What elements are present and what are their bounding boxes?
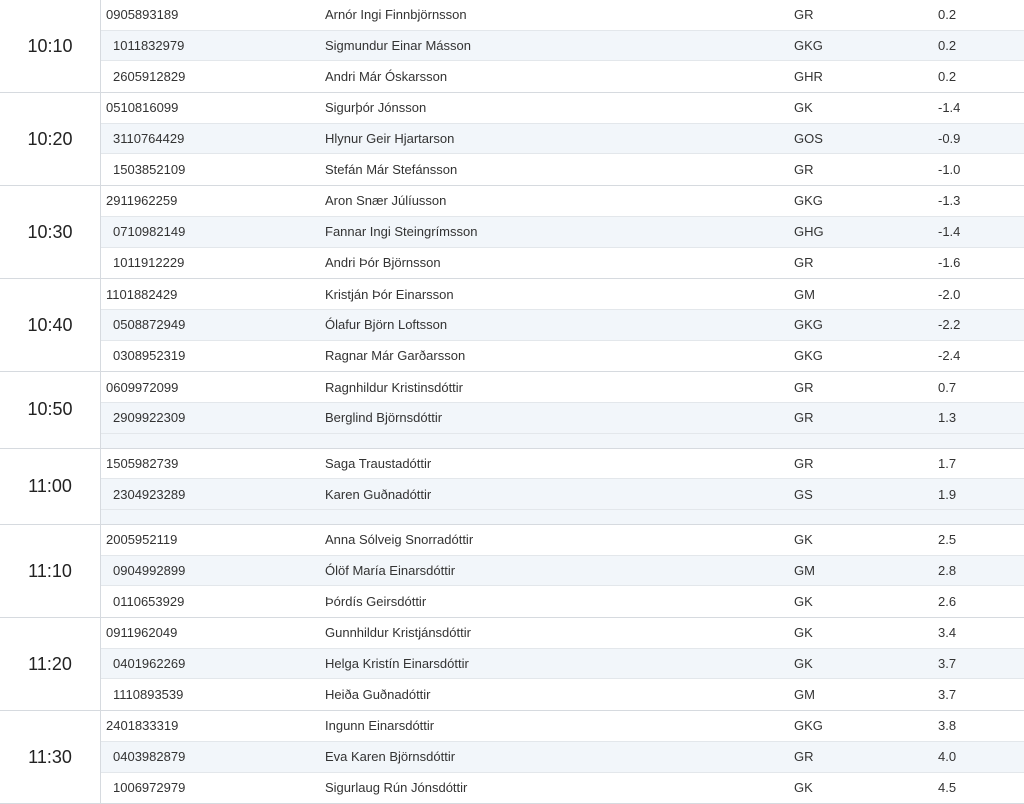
tee-time-group bbox=[0, 0, 1024, 93]
table-row[interactable] bbox=[101, 279, 1024, 310]
player-name: Anna Sólveig Snorradóttir bbox=[325, 532, 474, 548]
player-handicap: 4.5 bbox=[938, 780, 957, 796]
player-rows bbox=[101, 372, 1024, 447]
player-id: 1101882429 bbox=[106, 286, 178, 302]
player-name: Eva Karen Björnsdóttir bbox=[325, 749, 456, 765]
player-club: GR bbox=[794, 162, 814, 178]
player-rows bbox=[101, 449, 1024, 524]
player-name: Andri Már Óskarsson bbox=[325, 69, 448, 85]
tee-time: 11:20 bbox=[0, 618, 101, 710]
player-name: Sigurþór Jónsson bbox=[325, 100, 427, 116]
player-club: GK bbox=[794, 780, 813, 796]
player-name: Heiða Guðnadóttir bbox=[325, 687, 431, 703]
table-row[interactable] bbox=[101, 248, 1024, 279]
table-row[interactable] bbox=[101, 773, 1024, 804]
table-row[interactable] bbox=[101, 31, 1024, 62]
player-name: Arnór Ingi Finnbjörnsson bbox=[325, 7, 467, 23]
table-row[interactable] bbox=[101, 310, 1024, 341]
player-id: 1011912229 bbox=[113, 255, 185, 271]
player-club: GR bbox=[794, 455, 814, 471]
player-rows bbox=[101, 93, 1024, 185]
player-id: 0403982879 bbox=[113, 749, 186, 765]
table-row[interactable] bbox=[101, 525, 1024, 556]
player-handicap: -1.3 bbox=[938, 193, 961, 209]
player-id: 0710982149 bbox=[113, 224, 186, 240]
player-name: Andri Þór Björnsson bbox=[325, 255, 441, 271]
player-name: Berglind Björnsdóttir bbox=[325, 410, 443, 426]
player-id: 0308952319 bbox=[113, 348, 186, 364]
player-name: Stefán Már Stefánsson bbox=[325, 162, 458, 178]
player-handicap: -1.6 bbox=[938, 255, 961, 271]
player-handicap: -1.0 bbox=[938, 162, 961, 178]
player-id: 2909922309 bbox=[113, 410, 186, 426]
tee-time-group bbox=[0, 449, 1024, 525]
player-name: Ingunn Einarsdóttir bbox=[325, 718, 435, 734]
player-rows bbox=[101, 525, 1024, 617]
player-club: GM bbox=[794, 286, 815, 302]
player-handicap: 3.4 bbox=[938, 625, 957, 641]
table-row[interactable] bbox=[101, 479, 1024, 510]
player-handicap: 3.7 bbox=[938, 687, 957, 703]
tee-time: 10:20 bbox=[0, 93, 101, 185]
player-id: 2911962259 bbox=[106, 193, 178, 209]
player-name: Karen Guðnadóttir bbox=[325, 486, 432, 502]
player-id: 0609972099 bbox=[106, 379, 179, 395]
table-row[interactable] bbox=[101, 449, 1024, 480]
player-club: GR bbox=[794, 7, 814, 23]
player-handicap: -1.4 bbox=[938, 100, 961, 116]
player-id: 2304923289 bbox=[113, 486, 186, 502]
player-handicap: 0.2 bbox=[938, 7, 957, 23]
tee-time: 11:00 bbox=[0, 449, 101, 524]
player-handicap: 1.9 bbox=[938, 486, 957, 502]
player-name: Helga Kristín Einarsdóttir bbox=[325, 656, 469, 672]
player-handicap: 3.7 bbox=[938, 656, 957, 672]
table-row[interactable] bbox=[101, 186, 1024, 217]
player-handicap: 0.2 bbox=[938, 69, 957, 85]
player-id: 0508872949 bbox=[113, 317, 186, 333]
table-row[interactable] bbox=[101, 586, 1024, 617]
player-handicap: 0.7 bbox=[938, 379, 957, 395]
player-handicap: -0.9 bbox=[938, 131, 961, 147]
player-handicap: -2.0 bbox=[938, 286, 961, 302]
player-rows bbox=[101, 186, 1024, 278]
player-rows bbox=[101, 711, 1024, 803]
player-id: 1110893539 bbox=[113, 687, 184, 703]
table-row[interactable] bbox=[101, 0, 1024, 31]
player-club: GHG bbox=[794, 224, 824, 240]
tee-time: 11:30 bbox=[0, 711, 101, 803]
player-id: 0510816099 bbox=[106, 100, 179, 116]
player-club: GK bbox=[794, 100, 813, 116]
tee-time: 10:30 bbox=[0, 186, 101, 278]
player-handicap: 3.8 bbox=[938, 718, 957, 734]
tee-time-group bbox=[0, 93, 1024, 186]
player-club: GK bbox=[794, 594, 813, 610]
player-handicap: -2.2 bbox=[938, 317, 961, 333]
player-club: GR bbox=[794, 255, 814, 271]
player-name: Þórdís Geirsdóttir bbox=[325, 594, 427, 610]
table-row[interactable] bbox=[101, 372, 1024, 403]
player-name: Saga Traustadóttir bbox=[325, 455, 432, 471]
table-row[interactable] bbox=[101, 679, 1024, 710]
player-rows bbox=[101, 0, 1024, 92]
player-handicap: 2.6 bbox=[938, 594, 957, 610]
player-club: GS bbox=[794, 486, 813, 502]
player-name: Kristján Þór Einarsson bbox=[325, 286, 454, 302]
player-club: GKG bbox=[794, 348, 823, 364]
player-name: Ólöf María Einarsdóttir bbox=[325, 563, 456, 579]
player-name: Ólafur Björn Loftsson bbox=[325, 317, 448, 333]
player-club: GHR bbox=[794, 69, 823, 85]
player-name: Ragnar Már Garðarsson bbox=[325, 348, 466, 364]
player-club: GKG bbox=[794, 193, 823, 209]
table-row[interactable] bbox=[101, 217, 1024, 248]
tee-time-group bbox=[0, 186, 1024, 279]
player-id: 1011832979 bbox=[113, 38, 185, 54]
table-row[interactable] bbox=[101, 556, 1024, 587]
player-club: GM bbox=[794, 687, 815, 703]
player-club: GR bbox=[794, 410, 814, 426]
table-row[interactable] bbox=[101, 618, 1024, 649]
player-id: 0401962269 bbox=[113, 656, 186, 672]
player-handicap: 1.7 bbox=[938, 455, 957, 471]
player-id: 0110653929 bbox=[113, 594, 185, 610]
tee-time-group bbox=[0, 525, 1024, 618]
table-row[interactable] bbox=[101, 124, 1024, 155]
table-row[interactable] bbox=[101, 341, 1024, 372]
player-handicap: -2.4 bbox=[938, 348, 961, 364]
player-handicap: 1.3 bbox=[938, 410, 957, 426]
table-row[interactable] bbox=[101, 93, 1024, 124]
player-handicap: 2.5 bbox=[938, 532, 957, 548]
player-club: GKG bbox=[794, 317, 823, 333]
tee-time: 10:40 bbox=[0, 279, 101, 371]
player-name: Ragnhildur Kristinsdóttir bbox=[325, 379, 464, 395]
player-name: Hlynur Geir Hjartarson bbox=[325, 131, 455, 147]
player-id: 0911962049 bbox=[106, 625, 178, 641]
tee-time-group bbox=[0, 279, 1024, 372]
player-name: Sigmundur Einar Másson bbox=[325, 38, 471, 54]
player-handicap: 0.2 bbox=[938, 38, 957, 54]
player-id: 1006972979 bbox=[113, 780, 186, 796]
player-handicap: 2.8 bbox=[938, 563, 957, 579]
player-name: Fannar Ingi Steingrímsson bbox=[325, 224, 478, 240]
table-row[interactable] bbox=[101, 61, 1024, 92]
empty-row bbox=[101, 510, 1024, 524]
table-row[interactable] bbox=[101, 154, 1024, 185]
player-name: Aron Snær Júlíusson bbox=[325, 193, 447, 209]
player-id: 2401833319 bbox=[106, 718, 179, 734]
player-club: GR bbox=[794, 379, 814, 395]
player-id: 2005952119 bbox=[106, 532, 178, 548]
player-rows bbox=[101, 618, 1024, 710]
player-club: GM bbox=[794, 563, 815, 579]
table-row[interactable] bbox=[101, 403, 1024, 434]
player-club: GK bbox=[794, 656, 813, 672]
player-id: 1505982739 bbox=[106, 455, 179, 471]
tee-time: 10:50 bbox=[0, 372, 101, 447]
player-handicap: -1.4 bbox=[938, 224, 961, 240]
player-id: 0905893189 bbox=[106, 7, 179, 23]
player-club: GKG bbox=[794, 718, 823, 734]
table-row[interactable] bbox=[101, 742, 1024, 773]
player-club: GKG bbox=[794, 38, 823, 54]
tee-time-group bbox=[0, 711, 1024, 804]
player-club: GOS bbox=[794, 131, 823, 147]
player-club: GK bbox=[794, 532, 813, 548]
tee-time-group bbox=[0, 372, 1024, 448]
player-id: 3110764429 bbox=[113, 131, 185, 147]
tee-time: 11:10 bbox=[0, 525, 101, 617]
player-id: 1503852109 bbox=[113, 162, 186, 178]
player-rows bbox=[101, 279, 1024, 371]
player-name: Gunnhildur Kristjánsdóttir bbox=[325, 625, 471, 641]
player-handicap: 4.0 bbox=[938, 749, 957, 765]
player-id: 0904992899 bbox=[113, 563, 186, 579]
player-name: Sigurlaug Rún Jónsdóttir bbox=[325, 780, 468, 796]
player-club: GR bbox=[794, 749, 814, 765]
tee-time: 10:10 bbox=[0, 0, 101, 92]
table-row[interactable] bbox=[101, 711, 1024, 742]
table-row[interactable] bbox=[101, 649, 1024, 680]
player-id: 2605912829 bbox=[113, 69, 186, 85]
player-club: GK bbox=[794, 625, 813, 641]
tee-time-group bbox=[0, 618, 1024, 711]
empty-row bbox=[101, 434, 1024, 448]
